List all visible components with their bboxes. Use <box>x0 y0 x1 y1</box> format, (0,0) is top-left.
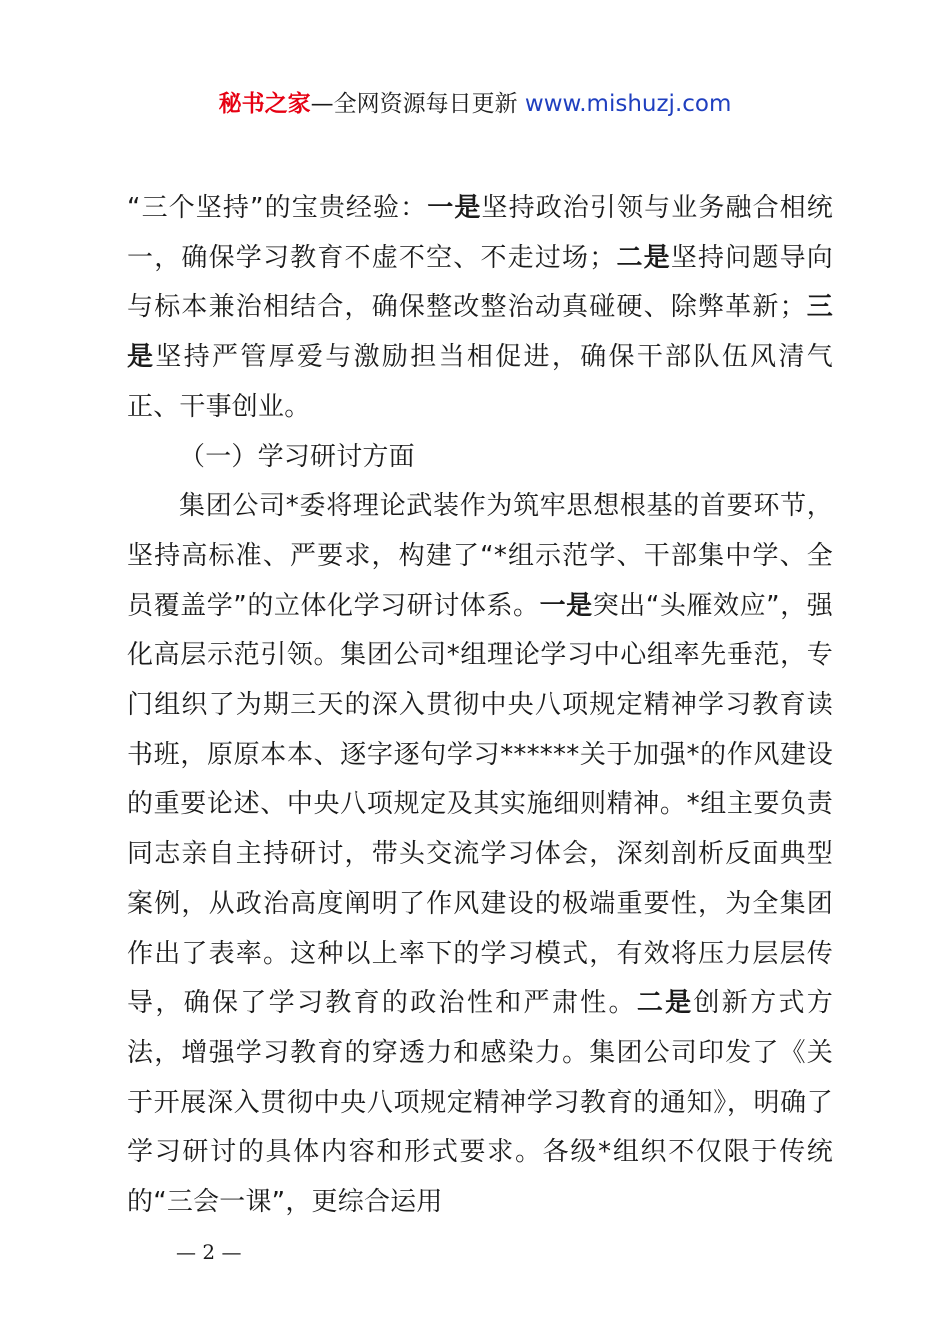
text-run: 突出“头雁效应”，强化高层示范引领。集团公司*组理论学习中心组率先垂范，专门组织了为期三天的深入贯彻中央八项规定精神学习教育读书班，原原本本、逐字逐句学习******关于加强*的作风建设的重要论述、中央八项规定及其实施细则精神。*组主要负责同志亲自主持研讨，带头交流学习体会，深刻剖析反面典型案例，从政治高度阐明了作风建设的极端重要性，为全集团作出了表率。这种以上率下的学习模式，有效将压力层层传导，确保了学习教育的政治性和严肃性。 <box>127 590 833 1019</box>
text-run: 创新方式方法，增强学习教育的穿透力和感染力。集团公司印发了《关于开展深入贯彻中央八项规定精神学习教育的通知》，明确了学习研讨的具体内容和形式要求。各级*组织不仅限于传统的“三会一课”，更综合运用 <box>127 988 833 1218</box>
text-run: “三个坚持”的宝贵经验： <box>127 193 428 223</box>
bold-marker: 二是 <box>636 988 694 1019</box>
section-heading: （一）学习研讨方面 <box>179 441 415 472</box>
paragraph-three-insistences <box>127 184 833 433</box>
page-number: — 2 — <box>176 1240 242 1264</box>
bold-marker: 二是 <box>615 242 671 273</box>
text-run: 坚持问题导向与标本兼治相结合，确保整改整治动真碰硬、除弊革新； <box>127 242 833 323</box>
text-run: 集团公司*委将理论武装作为筑牢思想根基的首要环节，坚持高标准、严要求，构建了“*组示范学、干部集中学、全员覆盖学”的立体化学习研讨体系。 <box>127 491 833 621</box>
text-run: 坚持政治引领与业务融合相统一，确保学习教育不虚不空、不走过场； <box>127 193 833 273</box>
bold-marker: 三是 <box>127 292 833 373</box>
paragraph-study-discussion <box>127 482 833 1228</box>
text-run: 坚持严管厚爱与激励担当相促进，确保干部队伍风清气正、干事创业。 <box>127 342 833 422</box>
page-header <box>0 88 950 120</box>
site-link[interactable]: www.mishuzj.com <box>524 91 732 117</box>
bold-marker: 一是 <box>427 193 482 223</box>
header-tagline: —全网资源每日更新 <box>310 91 518 117</box>
bold-marker: 一是 <box>539 590 593 621</box>
brand-name: 秘书之家 <box>218 91 311 117</box>
document-body <box>127 184 833 1228</box>
